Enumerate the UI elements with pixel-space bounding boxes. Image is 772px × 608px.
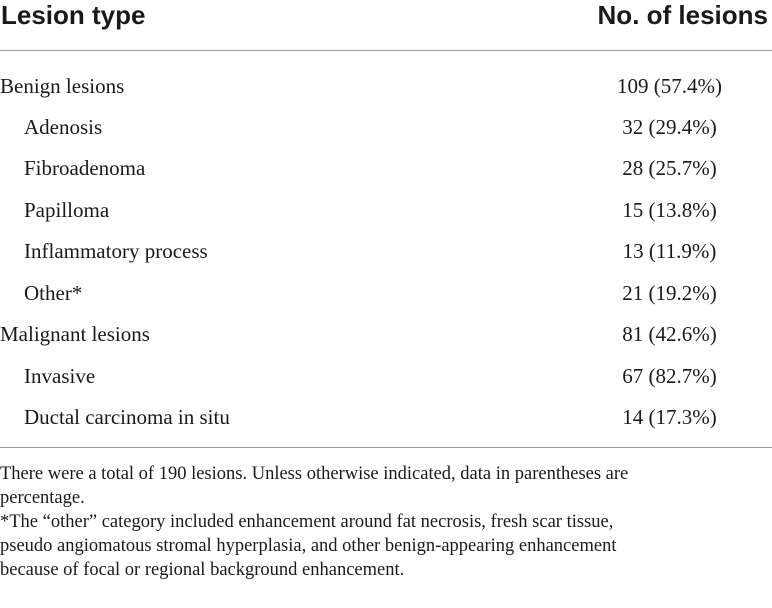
table-row-other — [0, 273, 772, 314]
row-label: Inflammatory process — [24, 239, 208, 263]
footnote-line: percentage. — [0, 488, 85, 508]
row-label: Papilloma — [24, 198, 110, 222]
row-value: 67 (82.7%) — [622, 364, 717, 388]
row-label: Ductal carcinoma in situ — [24, 405, 230, 429]
row-value: 13 (11.9%) — [622, 239, 717, 263]
row-value: 32 (29.4%) — [622, 115, 717, 139]
table-row-inflammatory-process — [0, 231, 772, 272]
header-lesion-type: Lesion type — [1, 0, 146, 30]
row-value: 109 (57.4%) — [617, 74, 722, 98]
table-row-fibroadenoma — [0, 148, 772, 189]
row-label: Invasive — [24, 364, 96, 388]
header-divider — [0, 50, 772, 51]
table-row-malignant-lesions — [0, 314, 772, 355]
row-label: Malignant lesions — [0, 322, 150, 346]
row-value: 21 (19.2%) — [622, 281, 717, 305]
row-label: Fibroadenoma — [24, 156, 146, 180]
row-label: Adenosis — [24, 115, 103, 139]
footnote-line: There were a total of 190 lesions. Unless otherwise indicated, data in parentheses are — [0, 464, 629, 484]
table-row-papilloma — [0, 190, 772, 231]
table-header — [0, 0, 772, 48]
row-value: 81 (42.6%) — [622, 322, 717, 346]
row-value: 28 (25.7%) — [622, 156, 717, 180]
footer-divider — [0, 447, 772, 448]
row-value: 15 (13.8%) — [622, 198, 717, 222]
total-footnote — [0, 462, 772, 510]
other-footnote — [0, 510, 772, 582]
footnote-line: pseudo angiomatous stromal hyperplasia, and other benign-appearing enhancement — [0, 536, 617, 556]
table-row-ductal-carcinoma-in-situ — [0, 397, 772, 438]
footnote-line: because of focal or regional background enhancement. — [0, 560, 405, 580]
table-row-invasive — [0, 356, 772, 397]
header-no-of-lesions: No. of lesions — [597, 0, 768, 30]
table-row-benign-lesions — [0, 66, 772, 107]
row-label: Other* — [24, 281, 83, 305]
row-label: Benign lesions — [0, 74, 125, 98]
row-value: 14 (17.3%) — [622, 405, 717, 429]
table-row-adenosis — [0, 107, 772, 148]
footnote-line: *The “other” category included enhancement around fat necrosis, fresh scar tissue, — [0, 512, 614, 532]
